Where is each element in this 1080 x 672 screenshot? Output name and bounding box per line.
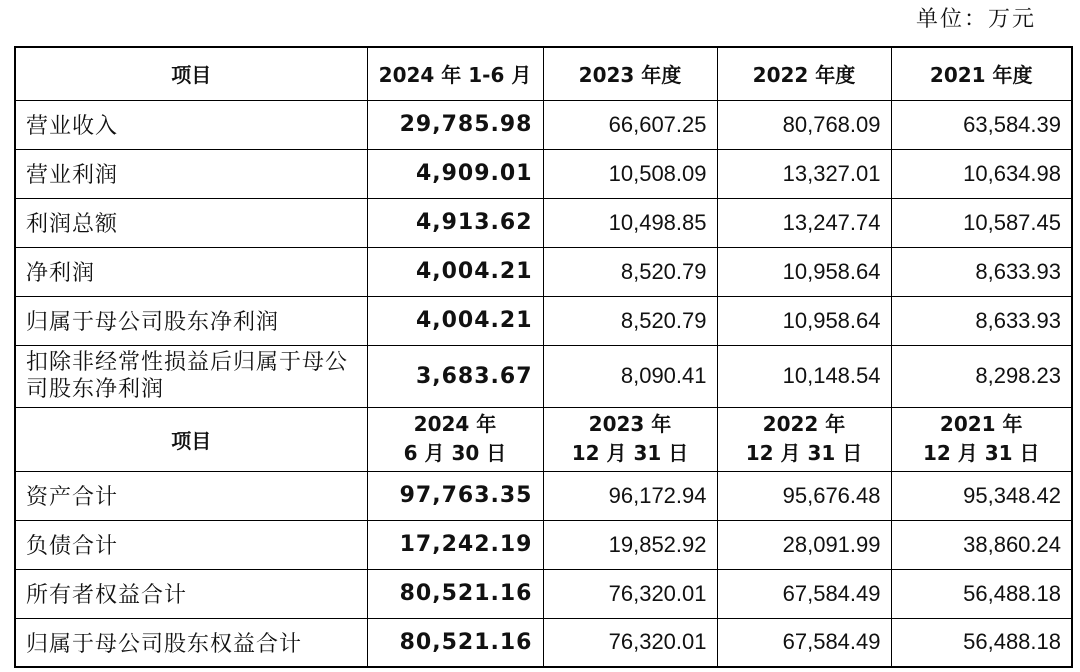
value-cell: 66,607.25	[543, 100, 717, 149]
row-label: 利润总额	[15, 198, 367, 247]
value-cell: 8,520.79	[543, 247, 717, 296]
value-cell: 8,633.93	[891, 296, 1072, 345]
header-date: 12 月 31 日	[745, 441, 863, 465]
value-cell: 4,004.21	[367, 296, 543, 345]
row-label: 归属于母公司股东权益合计	[15, 618, 367, 667]
value-cell: 4,004.21	[367, 247, 543, 296]
header-cell-2024-06-30	[367, 407, 543, 471]
financial-summary-table	[14, 46, 1073, 668]
value-cell: 67,584.49	[717, 569, 891, 618]
header-cell-2023: 2023 年度	[543, 47, 717, 100]
header-year: 2023 年	[588, 412, 672, 436]
value-cell: 95,348.42	[891, 471, 1072, 520]
value-cell: 4,913.62	[367, 198, 543, 247]
header-cell-item: 项目	[15, 407, 367, 471]
value-cell: 10,508.09	[543, 149, 717, 198]
value-cell: 97,763.35	[367, 471, 543, 520]
value-cell: 10,148.54	[717, 345, 891, 407]
row-label: 营业利润	[15, 149, 367, 198]
header-date: 12 月 31 日	[571, 441, 689, 465]
header-year: 2021 年	[939, 412, 1023, 436]
value-cell: 28,091.99	[717, 520, 891, 569]
value-cell: 56,488.18	[891, 569, 1072, 618]
table-row-net-profit	[15, 247, 1072, 296]
table-row-net-profit-parent	[15, 296, 1072, 345]
row-label: 负债合计	[15, 520, 367, 569]
table-row-equity-parent	[15, 618, 1072, 667]
table-row-total-assets	[15, 471, 1072, 520]
value-cell: 8,633.93	[891, 247, 1072, 296]
table-row-operating-profit	[15, 149, 1072, 198]
row-label: 所有者权益合计	[15, 569, 367, 618]
value-cell: 96,172.94	[543, 471, 717, 520]
value-cell: 8,090.41	[543, 345, 717, 407]
value-cell: 3,683.67	[367, 345, 543, 407]
value-cell: 13,327.01	[717, 149, 891, 198]
header-row-period	[15, 47, 1072, 100]
header-date: 6 月 30 日	[403, 441, 507, 465]
row-label: 扣除非经常性损益后归属于母公司股东净利润	[15, 345, 367, 407]
table-row-total-liabilities	[15, 520, 1072, 569]
header-cell-2022: 2022 年度	[717, 47, 891, 100]
row-label: 营业收入	[15, 100, 367, 149]
value-cell: 10,634.98	[891, 149, 1072, 198]
value-cell: 80,768.09	[717, 100, 891, 149]
value-cell: 19,852.92	[543, 520, 717, 569]
value-cell: 56,488.18	[891, 618, 1072, 667]
value-cell: 10,587.45	[891, 198, 1072, 247]
header-cell-2024h1: 2024 年 1-6 月	[367, 47, 543, 100]
header-cell-2021-12-31	[891, 407, 1072, 471]
value-cell: 8,298.23	[891, 345, 1072, 407]
row-label: 净利润	[15, 247, 367, 296]
value-cell: 76,320.01	[543, 618, 717, 667]
unit-label: 单位：万元	[915, 7, 1036, 32]
value-cell: 67,584.49	[717, 618, 891, 667]
value-cell: 76,320.01	[543, 569, 717, 618]
header-cell-2021: 2021 年度	[891, 47, 1072, 100]
value-cell: 95,676.48	[717, 471, 891, 520]
header-year: 2022 年	[762, 412, 846, 436]
table-row-total-profit	[15, 198, 1072, 247]
value-cell: 38,860.24	[891, 520, 1072, 569]
row-label: 资产合计	[15, 471, 367, 520]
header-cell-item: 项目	[15, 47, 367, 100]
value-cell: 13,247.74	[717, 198, 891, 247]
header-cell-2023-12-31	[543, 407, 717, 471]
value-cell: 17,242.19	[367, 520, 543, 569]
value-cell: 8,520.79	[543, 296, 717, 345]
row-label: 归属于母公司股东净利润	[15, 296, 367, 345]
table-row-total-equity	[15, 569, 1072, 618]
value-cell: 10,498.85	[543, 198, 717, 247]
table-row-revenue	[15, 100, 1072, 149]
header-row-date	[15, 407, 1072, 471]
value-cell: 80,521.16	[367, 569, 543, 618]
value-cell: 80,521.16	[367, 618, 543, 667]
value-cell: 10,958.64	[717, 296, 891, 345]
value-cell: 10,958.64	[717, 247, 891, 296]
value-cell: 29,785.98	[367, 100, 543, 149]
header-date: 12 月 31 日	[922, 441, 1040, 465]
table-row-net-profit-excl-nonrecurring	[15, 345, 1072, 407]
value-cell: 63,584.39	[891, 100, 1072, 149]
header-year: 2024 年	[413, 412, 497, 436]
value-cell: 4,909.01	[367, 149, 543, 198]
header-cell-2022-12-31	[717, 407, 891, 471]
